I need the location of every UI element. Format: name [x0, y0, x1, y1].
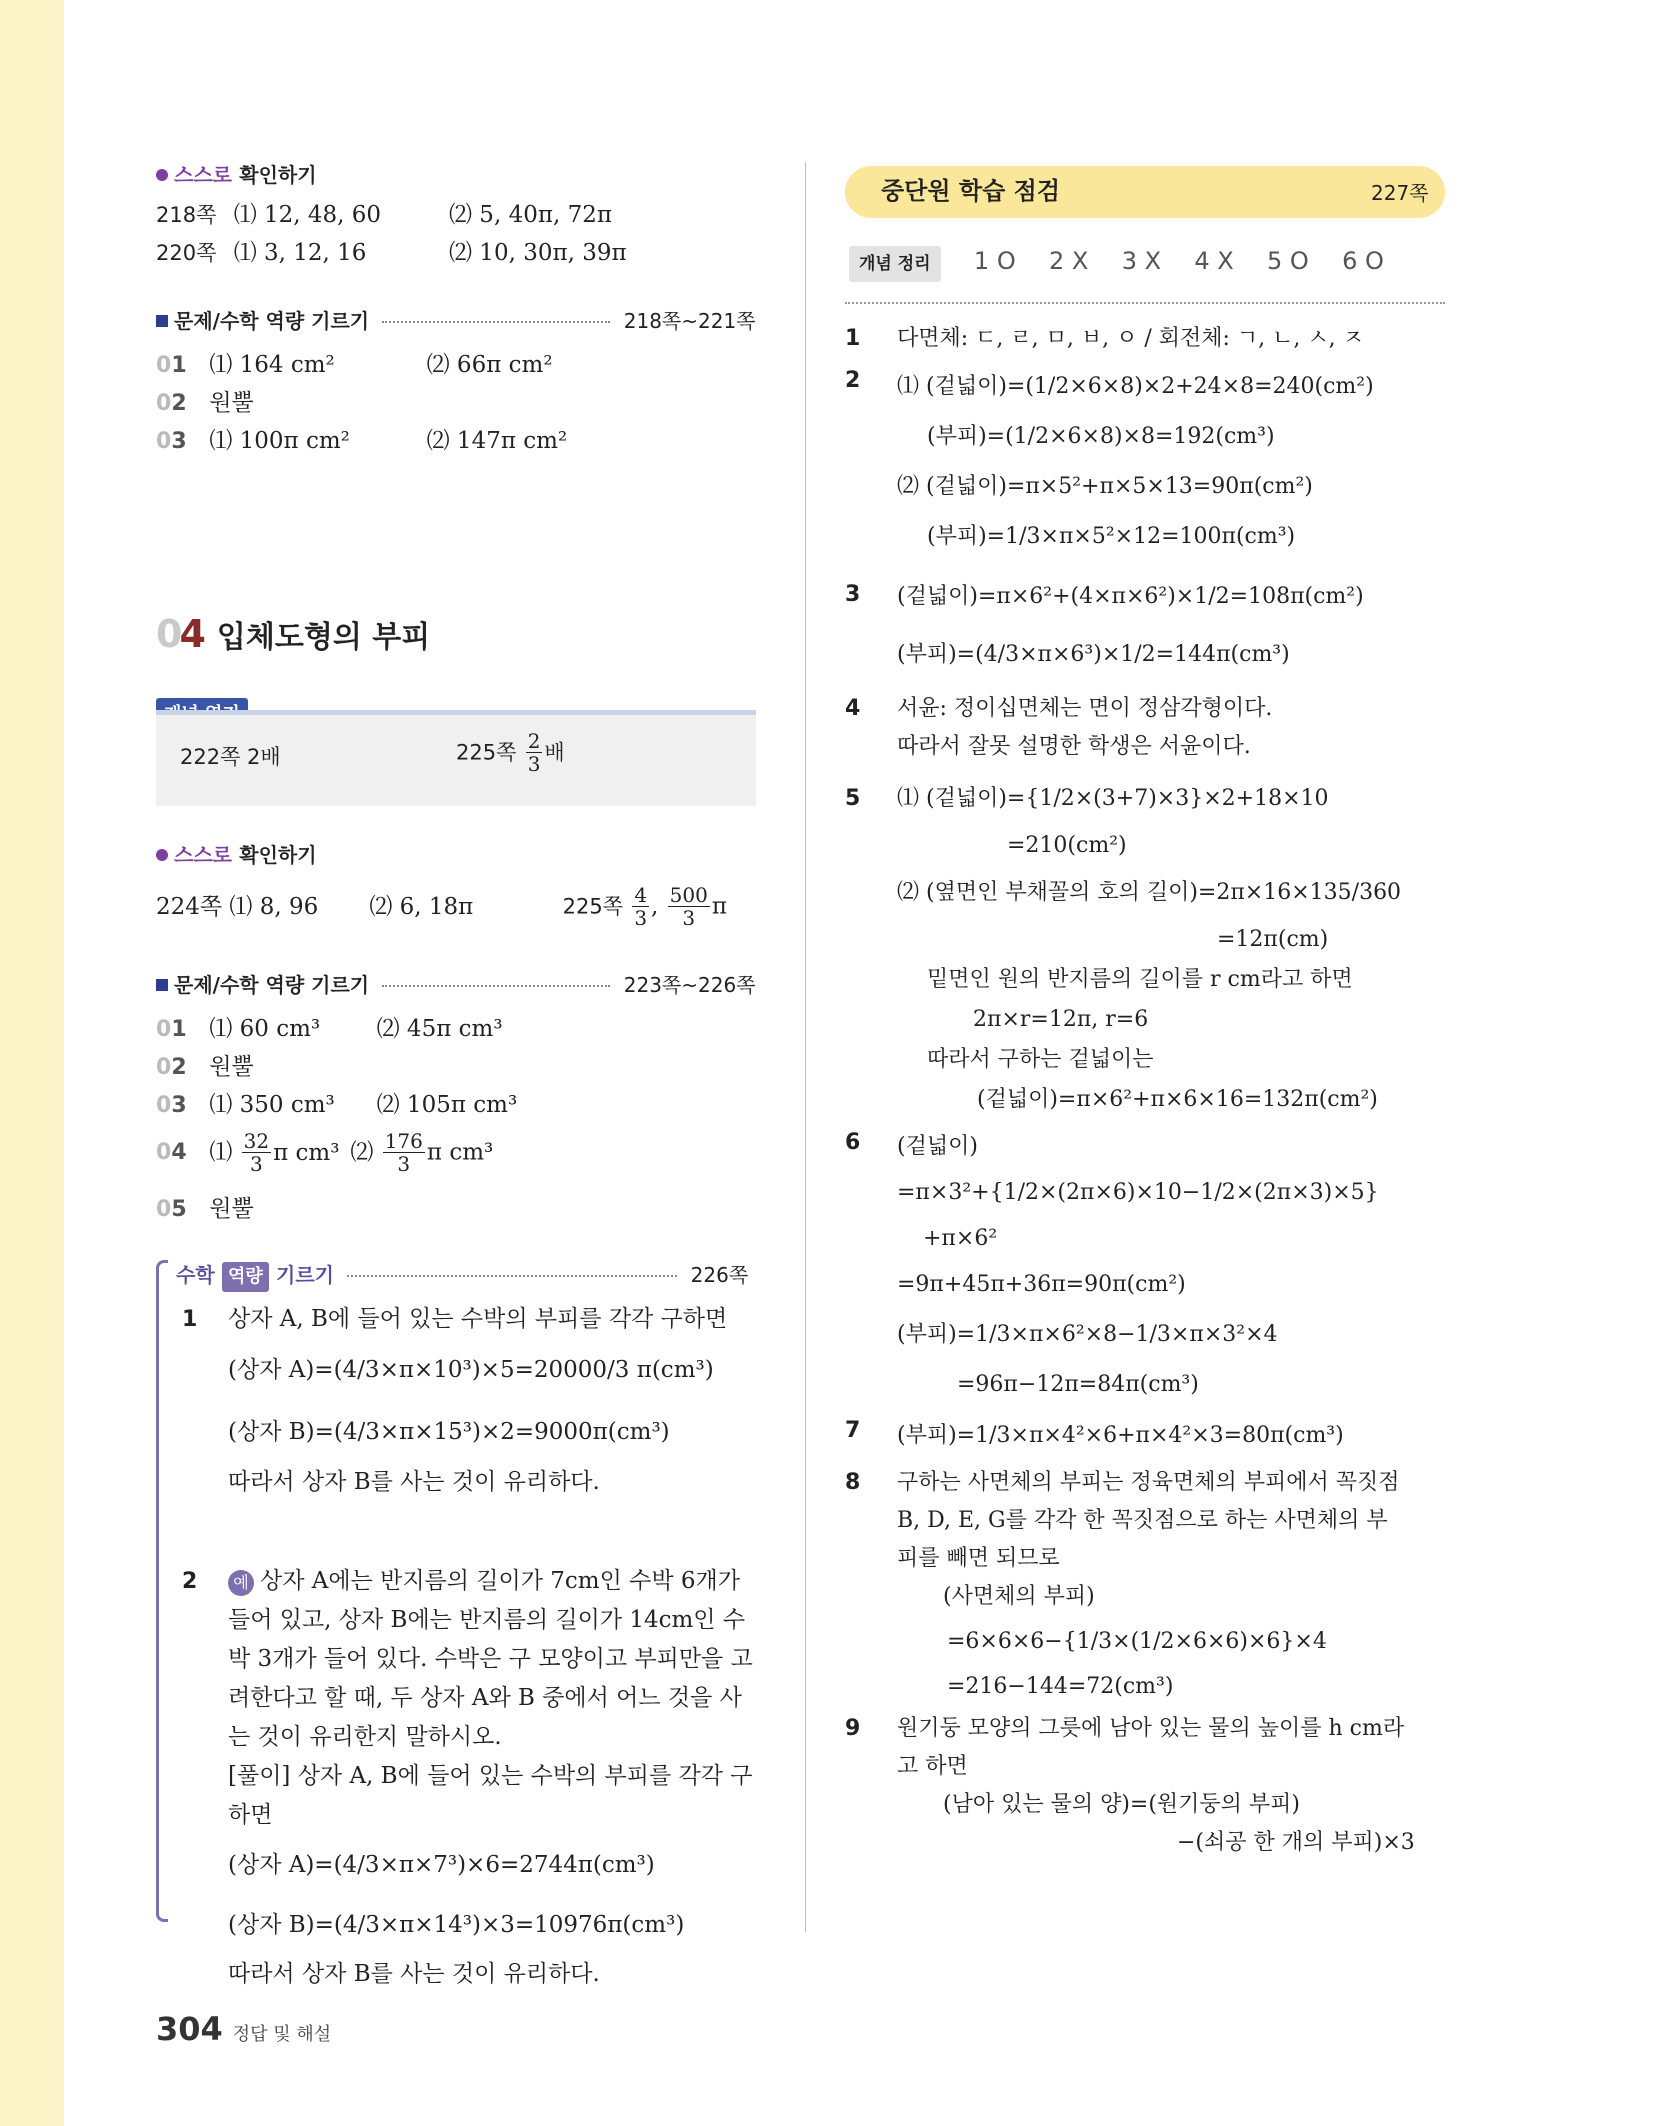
answer-2: 2 ⑴ (겉넓이)=(1/2×6×8)×2+24×8=240(cm²) (부피)=(1/2×6×8)×8=192(cm³) ⑵ (겉넓이)=π×5²+π×5×13=90π(cm²) (부피)=1/3×π×5²×12=100π(cm³) [845, 368, 1374, 549]
fraction: $\frac{2}{3}$ [527, 729, 541, 776]
formula-line: (상자 B)=(4/3×π×14³)×3=10976π(cm³) [228, 1912, 685, 1938]
answer-9: 9 원기둥 모양의 그릇에 남아 있는 물의 높이를 h cm라 고 하면 (남아 있는 물의 양)=(원기둥의 부피) −(쇠공 한 개의 부피)×3 [845, 1716, 1415, 1855]
example-badge: 예 [228, 1570, 254, 1596]
problems-heading: 문제/수학 역량 기르기 218쪽~221쪽 [156, 306, 756, 336]
dotted-leader [382, 985, 610, 987]
formula-line: (상자 A)=(4/3×π×7³)×6=2744π(cm³) [228, 1852, 655, 1878]
page-footer [156, 2010, 331, 2048]
column-divider [805, 162, 806, 1932]
square-bullet-icon [156, 979, 168, 991]
problem-row: 01 ⑴ 60 cm³ ⑵ 45π cm³ [156, 1016, 503, 1042]
problem-row: 05 원뿔 [156, 1196, 254, 1222]
concept-answer: 222쪽 2배 [180, 745, 281, 769]
answer-5: 5 ⑴ (겉넓이)={1/2×(3+7)×3}×2+18×10 =210(cm²) ⑵ (옆면인 부채꼴의 호의 길이)=2π×16×135/360 =12π(cm) 밑면인 원의 반지름의 길이를 r cm라고 하면 2π×r=12π, r=6 따라서 구하는 겉넓이는 (겉넓이)=π×6²+π×6×16=132π(cm²) [845, 786, 1402, 1112]
problem-row: 02 원뿔 [156, 390, 254, 416]
self-check-row: 220쪽 ⑴ 3, 12, 16 ⑵ 10, 30π, 39π [156, 240, 627, 266]
answer-7: 7 (부피)=1/3×π×4²×6+π×4²×3=80π(cm³) [845, 1418, 1344, 1448]
concept-answer: 225쪽 $\frac{2}{3}$ 배 [456, 729, 565, 776]
bullet-icon [156, 169, 168, 181]
problems-heading: 문제/수학 역량 기르기 223쪽~226쪽 [156, 970, 756, 1000]
formula-line: (상자 A)=(4/3×π×10³)×5=20000/3 π(cm³) [228, 1357, 714, 1383]
problem-row: 01 ⑴ 164 cm² ⑵ 66π cm² [156, 352, 553, 378]
math-heading: 수학 역량 기르기 226쪽 [176, 1260, 756, 1292]
text-line: 상자 A, B에 들어 있는 수박의 부피를 각각 구하면 [228, 1306, 728, 1332]
math-q1: 1 상자 A, B에 들어 있는 수박의 부피를 각각 구하면 (상자 A)=(4/3×π×10³)×5=20000/3 π(cm³) (상자 B)=(4/3×π×15³)×2=9000π(cm³) 따라서 상자 B를 사는 것이 유리하다. [182, 1300, 756, 1502]
math-bracket [156, 1260, 168, 1922]
self-check-row: 224쪽 ⑴ 8, 96 ⑵ 6, 18π 225쪽 $\frac{4}{3}$ , $\frac{500}{3}$ π [156, 883, 727, 930]
square-bullet-icon [156, 315, 168, 327]
self-check-heading: 스스로 확인하기 [156, 160, 317, 190]
problem-row: 02 원뿔 [156, 1054, 254, 1080]
section-number: 04 [156, 612, 203, 656]
self-check-heading: 스스로 확인하기 [156, 840, 317, 870]
problem-row: 03 ⑴ 100π cm² ⑵ 147π cm² [156, 428, 568, 454]
answers-list [845, 320, 1455, 1862]
problem-row: 04 ⑴ $\frac{32}{3}$ π cm³ ⑵ $\frac{176}{3}$ π cm³ [156, 1129, 494, 1176]
fraction: $\frac{176}{3}$ [384, 1129, 423, 1176]
banner-page: 227쪽 [1371, 181, 1429, 205]
fraction: $\frac{500}{3}$ [669, 883, 708, 930]
problem-row: 03 ⑴ 350 cm³ ⑵ 105π cm³ [156, 1092, 518, 1118]
fraction: $\frac{32}{3}$ [243, 1129, 270, 1176]
answer-1: 1 다면체: ㄷ, ㄹ, ㅁ, ㅂ, ㅇ / 회전체: ㄱ, ㄴ, ㅅ, ㅈ [845, 326, 1364, 351]
dotted-divider [845, 302, 1445, 304]
dotted-leader [382, 321, 610, 323]
answer-8: 8 구하는 사면체의 부피는 정육면체의 부피에서 꼭짓점 B, D, E, G를 각각 한 꼭짓점으로 하는 사면체의 부 피를 빼면 되므로 (사면체의 부피) =6×6×6−{1/3×(1/2×6×6)×6}×4 =216−144=72(cm³) [845, 1470, 1400, 1699]
math-q2: 2 예 상자 A에는 반지름의 길이가 7cm인 수박 6개가 들어 있고, 상자 B에는 반지름의 길이가 14cm인 수 박 3개가 들어 있다. 수박은 구 모양이고 부피만을 고 려한다고 할 때, 두 상자 A와 B 중에서 어느 것을 사 는 것이 유리한지 말하시오. [풀이] 상자 A, B에 들어 있는 수박의 부피를 각각 구 하면 (상자 A)=(4/3×π×7³)×6=2744π(cm³) (상자 B)=(4/3×π×14³)×3=10976π(cm³) 따라서 상자 B를 사는 것이 유리하다. [182, 1562, 756, 1994]
answer-4: 4 서윤: 정이십면체는 면이 정삼각형이다. 따라서 잘못 설명한 학생은 서윤이다. [845, 696, 1273, 759]
self-check-row: 218쪽 ⑴ 12, 48, 60 ⑵ 5, 40π, 72π [156, 202, 612, 228]
concept-summary-row: 개념 정리 1 O 2 X 3 X 4 X 5 O 6 O [849, 246, 1384, 282]
formula-line: (상자 B)=(4/3×π×15³)×2=9000π(cm³) [228, 1419, 670, 1445]
fraction: $\frac{4}{3}$ [634, 883, 648, 930]
footer-text: 정답 및 해설 [232, 2024, 332, 2045]
answer-3: 3 (겉넓이)=π×6²+(4×π×6²)×1/2=108π(cm²) (부피)=(4/3×π×6³)×1/2=144π(cm³) [845, 582, 1364, 667]
answer-6: 6 (겉넓이) =π×3²+{1/2×(2π×6)×10−1/2×(2π×3)×5} +π×6² =9π+45π+36π=90π(cm²) (부피)=1/3×π×6²×8−1/3×π×3²×4 =96π−12π=84π(cm³) [845, 1130, 1379, 1397]
dotted-leader [347, 1275, 677, 1277]
bullet-icon [156, 849, 168, 861]
section-title: 04 입체도형의 부피 [156, 612, 431, 656]
banner-title: 중단원 학습 점검 [881, 177, 1060, 205]
left-margin-strip [0, 0, 64, 2126]
concept-summary-badge: 개념 정리 [849, 246, 941, 282]
text-line: 따라서 상자 B를 사는 것이 유리하다. [228, 1469, 600, 1495]
page-number: 304 [156, 2010, 223, 2048]
